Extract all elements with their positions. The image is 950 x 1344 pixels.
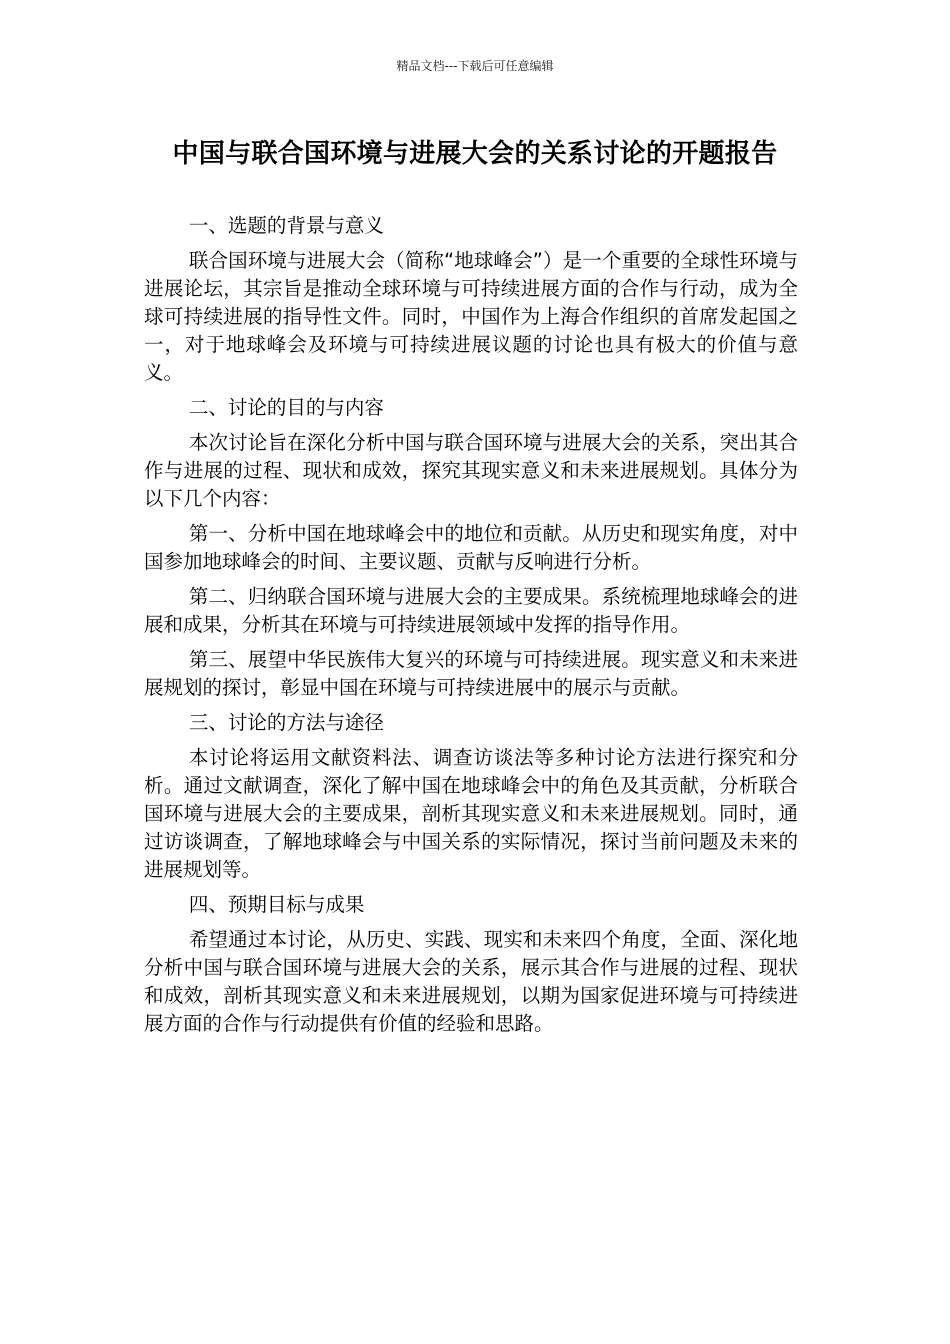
paragraph: 希望通过本讨论，从历史、实践、现实和未来四个角度，全面、深化地分析中国与联合国环境与进展大会的关系，展示其合作与进展的过程、现状和成效，剖析其现实意义和未来进展规划，以期为国家促进环境与可持续进展方面的合作与行动提供有价值的经验和思路。 [144,928,798,1035]
paragraph: 第一、分析中国在地球峰会中的地位和贡献。从历史和现实角度，对中国参加地球峰会的时间、主要议题、贡献与反响进行分析。 [144,522,798,573]
section-heading: 一、选题的背景与意义 [188,214,384,237]
paragraph: 第二、归纳联合国环境与进展大会的主要成果。系统梳理地球峰会的进展和成果，分析其在环境与可持续进展领域中发挥的指导作用。 [144,585,798,636]
paragraph: 第三、展望中华民族伟大复兴的环境与可持续进展。现实意义和未来进展规划的探讨，彰显中国在环境与可持续进展中的展示与贡献。 [144,648,798,699]
section-heading: 二、讨论的目的与内容 [188,396,384,419]
paragraph: 联合国环境与进展大会（简称“地球峰会”）是一个重要的全球性环境与进展论坛，其宗旨是推动全球环境与可持续进展方面的合作与行动，成为全球可持续进展的指导性文件。同时，中国作为上海合作组织的首席发起国之一，对于地球峰会及环境与可持续进展议题的讨论也具有极大的价值与意义。 [144,249,798,384]
header-note: 精品文档---下载后可任意编辑 [396,59,554,73]
section-expected-results [144,891,798,1038]
section-methods [144,709,798,884]
paragraph: 本次讨论旨在深化分析中国与联合国环境与进展大会的关系，突出其合作与进展的过程、现状和成效，探究其现实意义和未来进展规划。具体分为以下几个内容： [144,431,798,510]
document-title: 中国与联合国环境与进展大会的关系讨论的开题报告 [172,139,778,169]
section-heading: 三、讨论的方法与途径 [188,711,384,734]
section-heading: 四、预期目标与成果 [188,893,365,916]
section-purpose-content [144,394,798,702]
section-background [144,212,798,387]
paragraph: 本讨论将运用文献资料法、调查访谈法等多种讨论方法进行探究和分析。通过文献调查，深化了解中国在地球峰会中的角色及其贡献，分析联合国环境与进展大会的主要成果，剖析其现实意义和未来进展规划。同时，通过访谈调查，了解地球峰会与中国关系的实际情况，探讨当前问题及未来的进展规划等。 [144,746,798,881]
document-body [144,212,798,1045]
